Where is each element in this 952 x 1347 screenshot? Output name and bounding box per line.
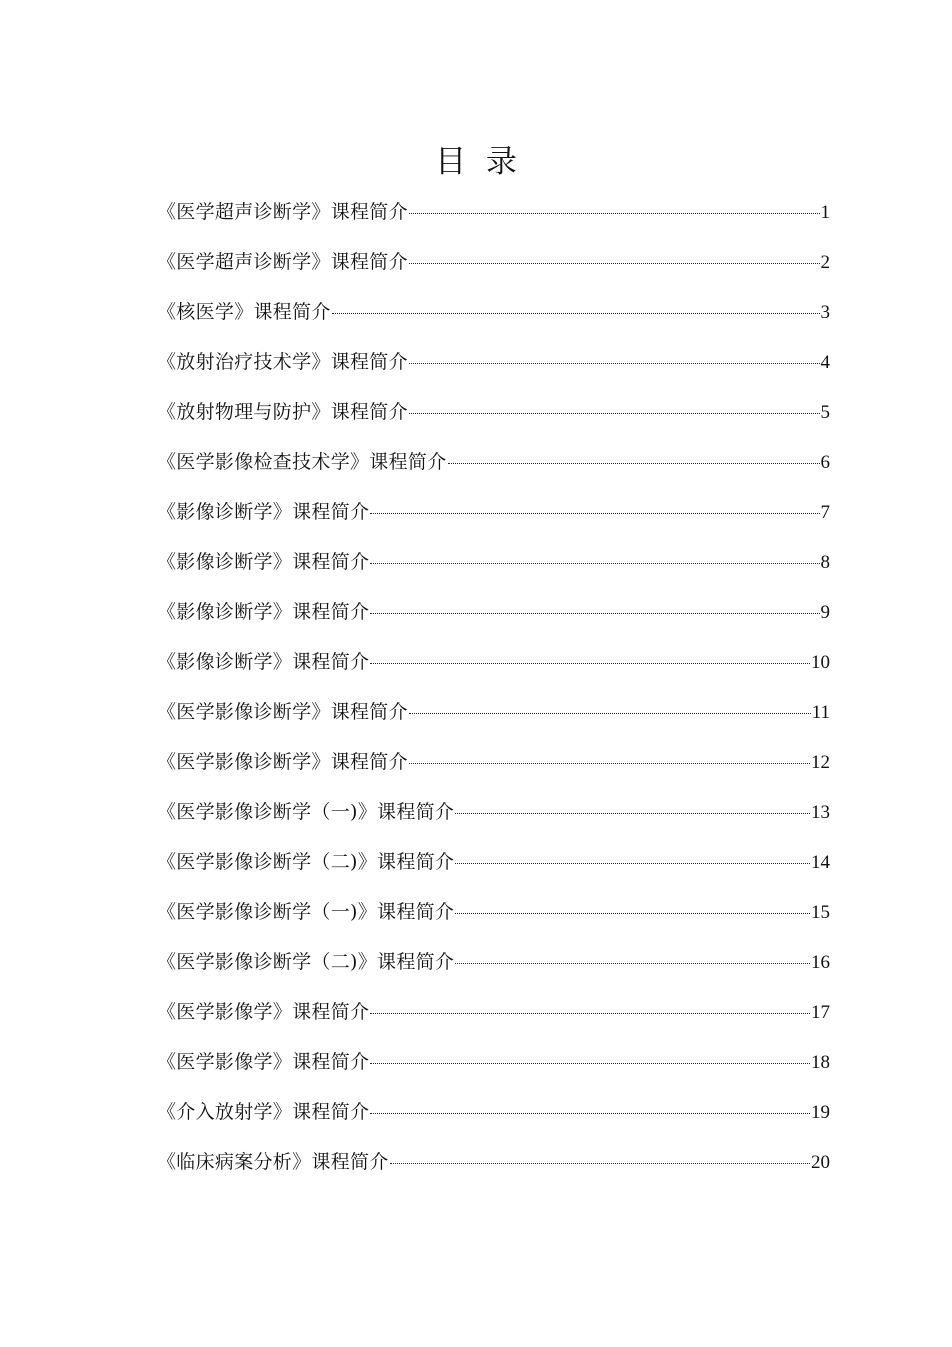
toc-entry[interactable] xyxy=(157,787,830,837)
toc-entry-title: 《医学超声诊断学》课程简介 xyxy=(157,251,408,273)
toc-entry[interactable] xyxy=(157,187,830,237)
dot-leader xyxy=(409,412,820,414)
toc-entry[interactable] xyxy=(157,437,830,487)
toc-entry-title: 《医学影像诊断学（一)》课程简介 xyxy=(157,901,455,923)
toc-entry[interactable] xyxy=(157,337,830,387)
toc-entry-page-number: 6 xyxy=(820,452,830,473)
toc-entry-title: 《医学影像诊断学（二)》课程简介 xyxy=(157,951,455,973)
toc-entry[interactable] xyxy=(157,637,830,687)
dot-leader xyxy=(370,1062,810,1064)
toc-entry-page-number: 18 xyxy=(811,1052,830,1073)
toc-entry-title: 《影像诊断学》课程简介 xyxy=(157,601,370,623)
toc-entry-title: 《放射治疗技术学》课程简介 xyxy=(157,351,408,373)
toc-entry-page-number: 19 xyxy=(811,1102,830,1123)
toc-entry[interactable] xyxy=(157,1137,830,1187)
dot-leader xyxy=(370,1012,810,1014)
toc-entry-page-number: 4 xyxy=(820,352,830,373)
toc-entry-title: 《影像诊断学》课程简介 xyxy=(157,501,370,523)
toc-entry[interactable] xyxy=(157,687,830,737)
toc-entry[interactable] xyxy=(157,1087,830,1137)
toc-entry[interactable] xyxy=(157,237,830,287)
toc-entry[interactable] xyxy=(157,1037,830,1087)
dot-leader xyxy=(455,812,810,814)
toc-entry-page-number: 15 xyxy=(811,902,830,923)
toc-entry-page-number: 1 xyxy=(820,202,830,223)
dot-leader xyxy=(409,212,820,214)
toc-entry[interactable] xyxy=(157,387,830,437)
dot-leader xyxy=(409,362,820,364)
dot-leader xyxy=(448,462,820,464)
toc-entry[interactable] xyxy=(157,537,830,587)
toc-entry-page-number: 8 xyxy=(820,552,830,573)
dot-leader xyxy=(409,712,811,714)
dot-leader xyxy=(370,512,819,514)
toc-entry-page-number: 16 xyxy=(811,952,830,973)
toc-entry[interactable] xyxy=(157,487,830,537)
dot-leader xyxy=(370,612,819,614)
toc-entry[interactable] xyxy=(157,287,830,337)
toc-entry-title: 《医学影像检查技术学》课程简介 xyxy=(157,451,447,473)
toc-entry-title: 《医学影像诊断学》课程简介 xyxy=(157,701,408,723)
toc-entry-title: 《医学影像学》课程简介 xyxy=(157,1051,370,1073)
toc-entry-page-number: 13 xyxy=(811,802,830,823)
dot-leader xyxy=(409,762,810,764)
toc-entry[interactable] xyxy=(157,987,830,1037)
toc-entry-title: 《医学超声诊断学》课程简介 xyxy=(157,201,408,223)
dot-leader xyxy=(370,562,819,564)
toc-entry[interactable] xyxy=(157,837,830,887)
toc-entry[interactable] xyxy=(157,587,830,637)
toc-entry-page-number: 14 xyxy=(811,852,830,873)
toc-entry-title: 《医学影像诊断学》课程简介 xyxy=(157,751,408,773)
dot-leader xyxy=(370,662,810,664)
toc-entry-title: 《放射物理与防护》课程简介 xyxy=(157,401,408,423)
toc-entry[interactable] xyxy=(157,737,830,787)
toc-entry[interactable] xyxy=(157,937,830,987)
toc-entry-page-number: 9 xyxy=(820,602,830,623)
toc-entry-title: 《核医学》课程简介 xyxy=(157,301,331,323)
dot-leader xyxy=(455,962,810,964)
toc-entry-page-number: 2 xyxy=(820,252,830,273)
dot-leader xyxy=(455,862,810,864)
toc-entry-page-number: 5 xyxy=(820,402,830,423)
dot-leader xyxy=(390,1162,810,1164)
toc-entry-page-number: 10 xyxy=(811,652,830,673)
toc-entry-title: 《影像诊断学》课程简介 xyxy=(157,651,370,673)
toc-entry-title: 《医学影像诊断学（二)》课程简介 xyxy=(157,851,455,873)
toc-entry-page-number: 11 xyxy=(811,702,830,723)
dot-leader xyxy=(455,912,810,914)
toc-entry-title: 《医学影像学》课程简介 xyxy=(157,1001,370,1023)
toc-entry[interactable] xyxy=(157,887,830,937)
toc-entry-title: 《影像诊断学》课程简介 xyxy=(157,551,370,573)
toc-entry-page-number: 7 xyxy=(820,502,830,523)
toc-entry-page-number: 3 xyxy=(820,302,830,323)
table-of-contents xyxy=(157,187,830,1187)
toc-entry-page-number: 12 xyxy=(811,752,830,773)
dot-leader xyxy=(370,1112,810,1114)
toc-entry-title: 《介入放射学》课程简介 xyxy=(157,1101,370,1123)
document-title: 目 录 xyxy=(435,144,517,180)
toc-entry-title: 《医学影像诊断学（一)》课程简介 xyxy=(157,801,455,823)
dot-leader xyxy=(409,262,820,264)
toc-entry-title: 《临床病案分析》课程简介 xyxy=(157,1151,389,1173)
toc-entry-page-number: 17 xyxy=(811,1002,830,1023)
dot-leader xyxy=(332,312,820,314)
toc-entry-page-number: 20 xyxy=(811,1152,830,1173)
